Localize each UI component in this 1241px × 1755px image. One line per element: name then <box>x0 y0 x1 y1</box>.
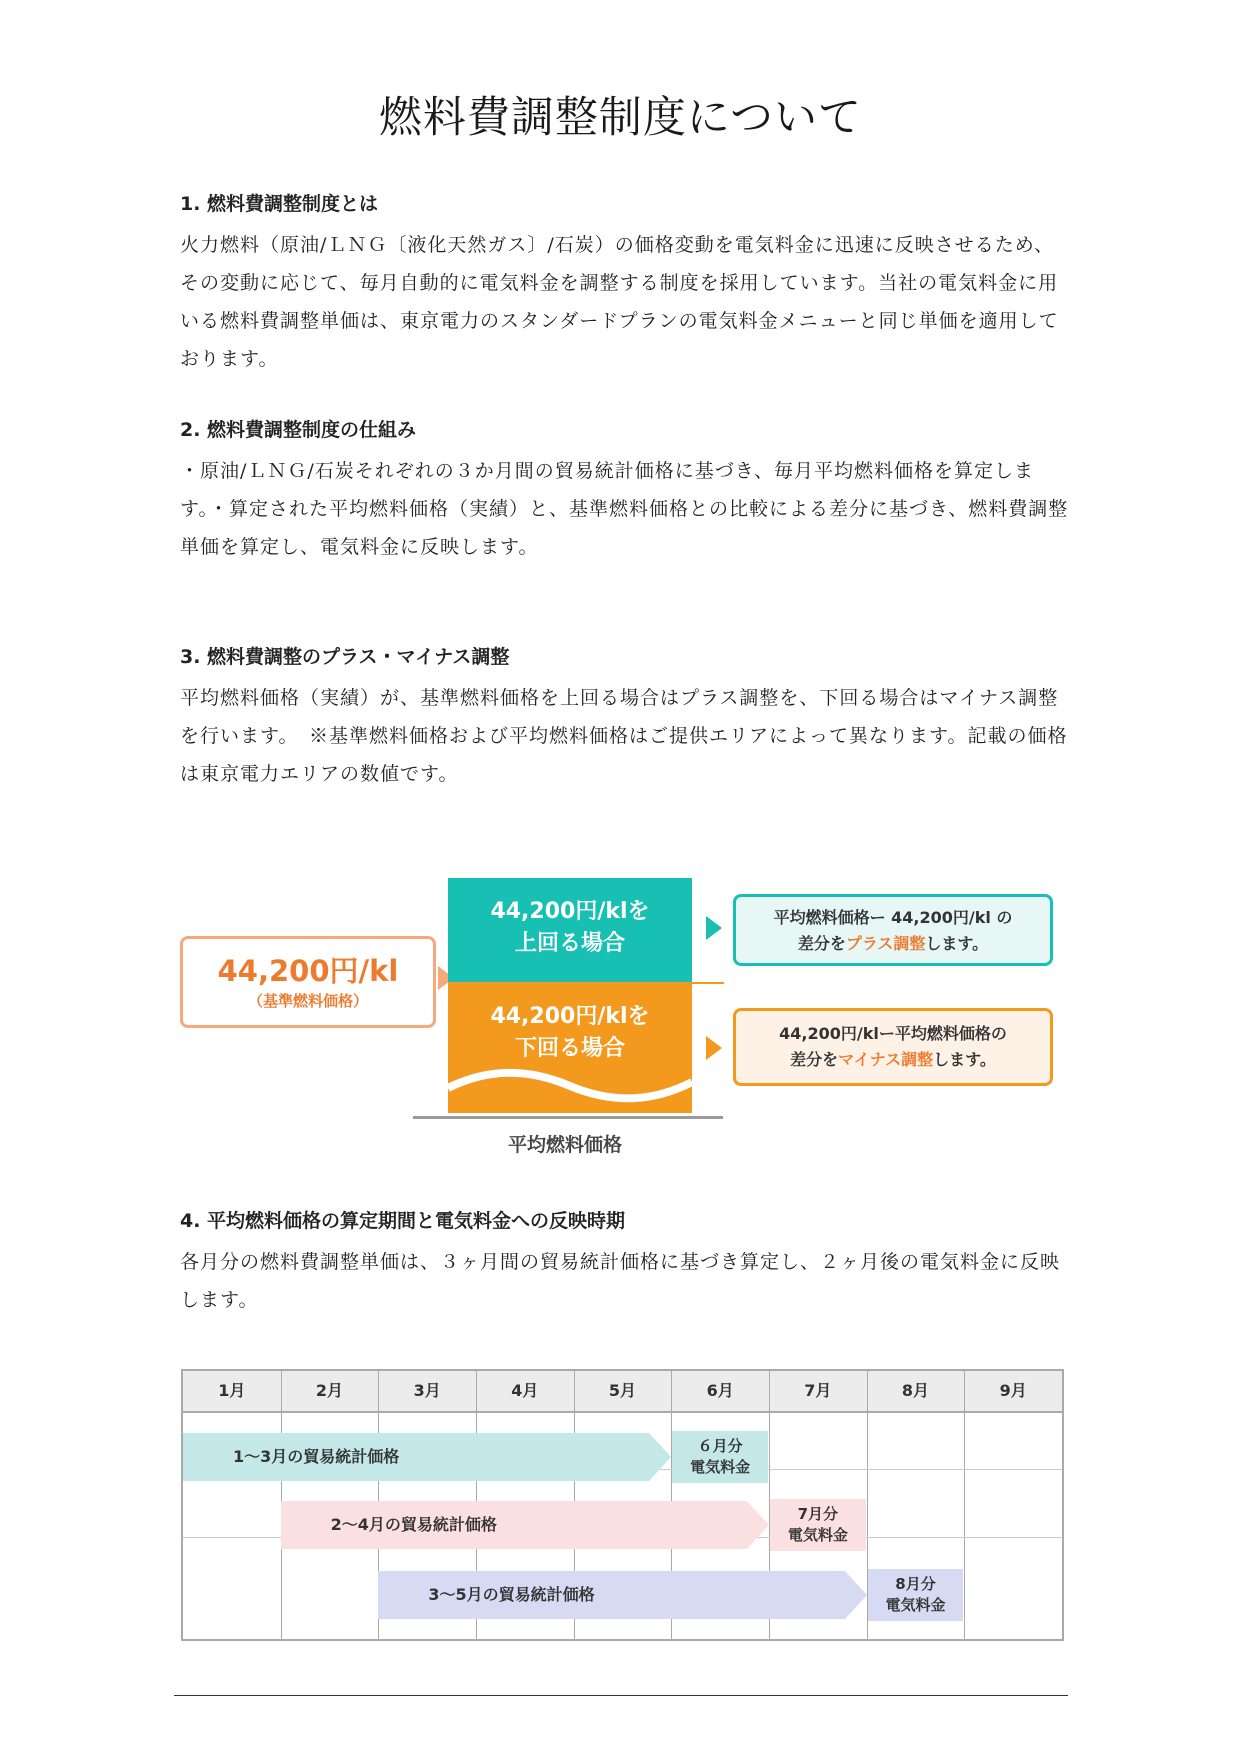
plus-line2-post: します。 <box>925 934 989 953</box>
plus-line2-pre: 差分を <box>797 934 846 953</box>
billing-type-label: 電気料金 <box>787 1526 848 1544</box>
below-case-line2: 下回る場合 <box>514 1036 625 1061</box>
section-1-heading: 1. 燃料費調整制度とは <box>180 193 379 215</box>
footer-divider <box>174 1695 1068 1696</box>
plus-line1: 平均燃料価格ー 44,200円/kl の <box>773 908 1013 927</box>
page-title: 燃料費調整制度について <box>378 93 863 143</box>
below-case-line1: 44,200円/klを <box>490 1004 650 1029</box>
minus-line2-pre: 差分を <box>790 1050 839 1069</box>
minus-highlight: マイナス調整 <box>838 1050 934 1069</box>
plus-line2 <box>736 931 1050 957</box>
arrow-head-icon <box>747 1501 769 1549</box>
section-3-heading: 3. 燃料費調整のプラス・マイナス調整 <box>180 646 510 668</box>
wave-decoration <box>448 1058 692 1113</box>
month-header: 4月 <box>511 1381 539 1400</box>
section-3-paragraph: 平均燃料価格（実績）が、基準燃料価格を上回る場合はプラス調整を、下回る場合はマイナス調整を行います。 ※基準燃料価格および平均燃料価格はご提供エリアによって異なります。記載の価格は東京電力エリアの数値です。 <box>180 687 1068 785</box>
axis-line <box>413 1116 723 1119</box>
period-bar: 3〜5月の貿易統計価格 <box>378 1571 844 1619</box>
period-bar: 1〜3月の貿易統計価格 <box>183 1433 649 1481</box>
adjustment-diagram <box>178 878 1068 1158</box>
minus-line1: 44,200円/klー平均燃料価格の <box>779 1024 1007 1043</box>
column-divider <box>964 1371 965 1639</box>
arrow-head-icon <box>845 1571 867 1619</box>
period-bar: 2〜4月の貿易統計価格 <box>281 1501 747 1549</box>
section-2-paragraph: ・原油/ＬＮＧ/石炭それぞれの３か月間の貿易統計価格に基づき、毎月平均燃料価格を算定します。・算定された平均燃料価格（実績）と、基準燃料価格との比較による差分に基づき、燃料費調整単価を算定し、電気料金に反映します。 <box>180 460 1069 558</box>
section-2-heading: 2. 燃料費調整制度の仕組み <box>180 419 417 441</box>
arrow-right-icon <box>706 1036 722 1060</box>
billing-month-label: 7月分 <box>797 1505 839 1523</box>
section-1 <box>180 190 1070 378</box>
section-4 <box>180 1207 1070 1319</box>
month-header: 3月 <box>413 1381 441 1400</box>
minus-adjustment-box <box>733 1008 1053 1086</box>
section-4-paragraph: 各月分の燃料費調整単価は、３ヶ月間の貿易統計価格に基づき算定し、２ヶ月後の電気料金に反映します。 <box>180 1251 1061 1311</box>
billing-type-label: 電気料金 <box>885 1596 946 1614</box>
base-price-label: （基準燃料価格） <box>247 992 368 1010</box>
month-header: 9月 <box>999 1381 1027 1400</box>
month-header: 1月 <box>218 1381 246 1400</box>
axis-label: 平均燃料価格 <box>508 1134 623 1156</box>
base-price-value: 44,200円/kl <box>217 954 399 988</box>
arrow-right-icon <box>706 916 722 940</box>
month-header: 7月 <box>804 1381 832 1400</box>
plus-adjustment-box <box>733 894 1053 966</box>
billing-month-label: 8月分 <box>895 1575 936 1593</box>
section-1-paragraph: 火力燃料（原油/ＬＮＧ〔液化天然ガス〕/石炭）の価格変動を電気料金に迅速に反映させるため、その変動に応じて、毎月自動的に電気料金を調整する制度を採用しています。当社の電気料金に用いる燃料費調整単価は、東京電力のスタンダードプランの電気料金メニューと同じ単価を適用しております。 <box>180 234 1059 370</box>
above-case-line1: 44,200円/klを <box>490 899 650 924</box>
billing-month-box <box>770 1499 866 1551</box>
timeline-header <box>183 1371 1062 1413</box>
above-case-box <box>448 878 692 983</box>
billing-month-label: ６月分 <box>697 1437 743 1455</box>
month-header: 5月 <box>608 1381 637 1400</box>
minus-line2-post: します。 <box>933 1050 996 1069</box>
timeline-table <box>181 1369 1064 1641</box>
section-3 <box>180 643 1070 793</box>
month-header: 8月 <box>901 1381 930 1400</box>
billing-type-label: 電気料金 <box>690 1458 751 1476</box>
month-header: 2月 <box>315 1381 344 1400</box>
section-2 <box>180 416 1070 566</box>
threshold-line <box>448 982 724 984</box>
month-header: 6月 <box>706 1381 734 1400</box>
section-4-heading: 4. 平均燃料価格の算定期間と電気料金への反映時期 <box>180 1210 626 1232</box>
arrow-head-icon <box>649 1433 671 1481</box>
below-case-box <box>448 983 692 1113</box>
above-case-line2: 上回る場合 <box>514 931 625 956</box>
base-price-box <box>180 936 436 1028</box>
billing-month-box <box>868 1569 964 1621</box>
billing-month-box <box>672 1431 768 1483</box>
minus-line2 <box>736 1047 1050 1073</box>
plus-highlight: プラス調整 <box>845 934 926 953</box>
